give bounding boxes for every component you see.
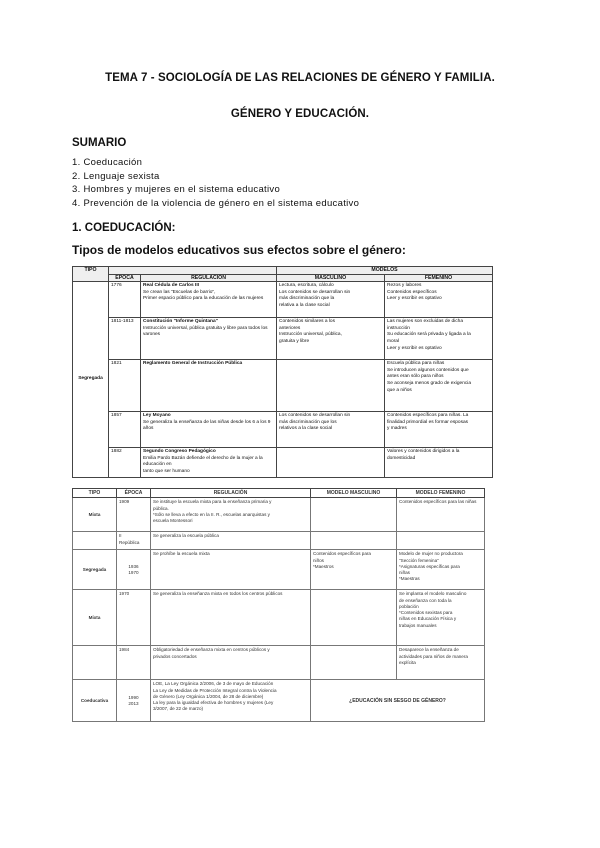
tipo-cell: Segregada [73, 550, 117, 590]
sumario-item: 3. Hombres y mujeres en el sistema educativo [72, 184, 281, 196]
sumario-heading: SUMARIO [72, 137, 127, 149]
femenino-cell [385, 282, 493, 318]
table-row [73, 498, 485, 532]
regulacion-cell [141, 282, 277, 318]
femenino-cell [385, 412, 493, 448]
modelo-femenino-cell [397, 550, 485, 590]
cell-text: más discriminación que la [279, 296, 335, 302]
modelo-femenino-cell [397, 646, 485, 680]
cell-text: Contenidos específicos [387, 289, 437, 295]
cell-text: pública. [153, 505, 169, 511]
header-modelo-femenino: MODELO FEMENINO [397, 489, 485, 498]
document-subtitle: GÉNERO Y EDUCACIÓN. [230, 108, 370, 120]
subsection-heading: Tipos de modelos educativos sus efectos sobre el género: [72, 243, 406, 257]
cell-text: relativa a la clase social [279, 302, 330, 308]
cell-text: Instrucción universal, pública gratuita y libre para todos los varones [143, 325, 268, 338]
epoca-cell: 1776 [109, 282, 141, 318]
cell-text: 1936 [128, 563, 139, 569]
cell-text: Su educación será privada y ligada a la [387, 332, 471, 338]
cell-text: escuela Montessori [153, 518, 193, 524]
cell-text: explícita [399, 659, 416, 665]
epoca-cell [117, 646, 151, 680]
cell-text: *Contenidos sexistas para [399, 610, 453, 616]
epoca-cell [117, 532, 151, 550]
regulacion-title: Reglamento General de Instrucción Pública [143, 361, 243, 367]
cell-text: y madres [387, 426, 407, 432]
header-epoca: ÉPOCA [109, 274, 141, 282]
regulacion-title: Real Cédula de Carlos III [143, 283, 199, 289]
masculino-cell [277, 282, 385, 318]
tipo-cell [73, 646, 117, 680]
regulacion-cell [141, 412, 277, 448]
cell-text: Contenidos específicos para niñas. La [387, 413, 469, 419]
header-modelos: MODELOS [277, 267, 493, 275]
modelo-femenino-cell [397, 532, 485, 550]
table-row [73, 532, 485, 550]
header-tipo: TIPO [73, 267, 109, 282]
header-regulacion: REGULACIÓN [141, 274, 277, 282]
modelo-masculino-cell [311, 532, 397, 550]
cell-text: finalidad primordial es formar esposas [387, 419, 469, 425]
cell-text: Las mujeres son excluidas de dicha [387, 319, 463, 325]
table-row [73, 360, 493, 412]
cell-text: Emilia Pardo Bazán defiende el derecho de la mujer a la educación en [143, 455, 263, 468]
cell-text: antes eran sólo para niños [387, 374, 444, 380]
modelo-femenino-cell [397, 498, 485, 532]
regulacion-cell [151, 646, 311, 680]
cell-text: *Maestros [313, 563, 334, 569]
modelo-femenino-cell [397, 590, 485, 646]
cell-text: Contenidos específicos para las niñas [399, 499, 477, 505]
header-epoca: ÉPOCA [117, 489, 151, 498]
header-regulacion: REGULACIÓN [151, 489, 311, 498]
regulacion-cell [151, 532, 311, 550]
models-table-historic [72, 266, 493, 478]
sumario-item: 1. Coeducación [72, 157, 143, 168]
cell-text: Se introducen algunos contenidos que [387, 367, 469, 373]
table-row [73, 550, 485, 590]
epoca-cell: 1821 [109, 360, 141, 412]
cell-text: Los contenidos se desarrollan sin [279, 413, 351, 419]
cell-text: República [119, 539, 140, 545]
cell-text: *Sólo se lleva a efecto en la II. R., escuelas anarquistas y [153, 511, 270, 517]
epoca-cell [117, 590, 151, 646]
cell-text: que a niños [387, 387, 412, 393]
cell-text: anteriores [279, 325, 301, 331]
cell-text: población [399, 603, 419, 609]
cell-text: Contenidos similares a los [279, 319, 335, 325]
femenino-cell [385, 360, 493, 412]
sumario-item: 2. Lenguaje sexista [72, 170, 160, 182]
cell-text: Contenidos específicos para [313, 551, 371, 557]
cell-text: II [119, 533, 122, 539]
cell-text: de Género (Ley Orgánica 1/2004, de 28 de diciembre) [153, 693, 264, 699]
cell-text: Se generaliza la enseñanza de las niñas desde los 6 a los 9 años [143, 419, 271, 432]
tipo-cell: Coeducativa [73, 680, 117, 722]
cell-text: tanto que ser humano [143, 468, 190, 474]
section-heading: 1. COEDUCACIÓN: [72, 222, 176, 234]
cell-text: *Asignaturas específicas para [399, 563, 460, 569]
modelo-masculino-cell [311, 498, 397, 532]
epoca-cell [117, 680, 151, 722]
cell-text: relativos a la clase social [279, 426, 333, 432]
cell-text: Escuela pública para niñas [387, 361, 445, 367]
table-row [73, 412, 493, 448]
cell-text: 2013 [128, 700, 139, 706]
cell-text: Rezos y labores [387, 283, 422, 289]
regulacion-cell [151, 590, 311, 646]
tipo-cell: Mixta [73, 590, 117, 646]
tipo-cell: Segregada [73, 282, 109, 478]
masculino-cell [277, 448, 385, 478]
cell-text: Desaparece la enseñanza de [399, 647, 459, 653]
cell-text: 1990 [128, 694, 139, 700]
modelo-masculino-cell [311, 550, 397, 590]
epoca-cell: 1811-1813 [109, 318, 141, 360]
tipo-cell: Mixta [73, 498, 117, 532]
header-tipo: TIPO [73, 489, 117, 498]
cell-text: Lectura, escritura, cálculo [279, 283, 334, 289]
cell-text: domesticidad [387, 455, 416, 461]
coeducation-question-cell: ¿EDUCACIÓN SIN SESGO DE GÉNERO? [311, 680, 485, 722]
cell-text: niñas [399, 570, 410, 576]
cell-text: 1970 [119, 591, 130, 597]
cell-text: *Maestras [399, 576, 420, 582]
cell-text: 1984 [119, 647, 130, 653]
modelo-masculino-cell [311, 590, 397, 646]
header-masculino: MASCULINO [277, 274, 385, 282]
cell-text: gratuita y libre [279, 338, 310, 344]
cell-text: La ley para la igualdad efectiva de hombres y mujeres (Ley [153, 700, 274, 706]
table-row [73, 590, 485, 646]
cell-text: trabajos manuales [399, 622, 437, 628]
cell-text: Se generaliza la enseñanza mixta en todos los centros públicos [153, 591, 283, 597]
cell-text: Los contenidos se desarrollan sin [279, 289, 351, 295]
cell-text: Modelo de mujer no productora [399, 551, 463, 557]
header-femenino: FEMENINO [385, 274, 493, 282]
cell-text: privados concertados [153, 653, 197, 659]
cell-text: niñas en Educación Física y [399, 616, 457, 622]
regulacion-cell [151, 680, 311, 722]
femenino-cell [385, 318, 493, 360]
cell-text: Se instituye la escuela mixta para la enseñanza primaria y [153, 499, 272, 505]
table-row [73, 680, 485, 722]
epoca-cell [117, 498, 151, 532]
cell-text: moral [387, 338, 399, 344]
cell-text: Leer y escribir es optativo [387, 296, 442, 302]
cell-text: "Sección femenina" [399, 557, 439, 563]
epoca-cell [117, 550, 151, 590]
models-table-modern [72, 488, 485, 722]
sumario-item: 4. Prevención de la violencia de género en el sistema educativo [72, 197, 360, 209]
cell-text: Se generaliza la escuela pública [153, 533, 219, 539]
cell-text: Se implanta el modelo masculino [399, 591, 467, 597]
cell-text: La Ley de Medidas de Protección Integral contra la Violencia [153, 687, 277, 693]
cell-text: instrucción [387, 325, 410, 331]
table-row [73, 646, 485, 680]
cell-text: Se crean las "Escuelas de barrio", [143, 289, 216, 295]
cell-text: LOE, La Ley Orgánica 2/2006, de 3 de mayo de Educación [153, 681, 274, 687]
cell-text: más discriminación que los [279, 419, 337, 425]
cell-text: Valores y contenidos dirigidos a la [387, 449, 460, 455]
cell-text: Primer espacio público para la educación de las mujeres [143, 296, 264, 302]
tipo-cell [73, 532, 117, 550]
masculino-cell [277, 318, 385, 360]
regulacion-cell [151, 550, 311, 590]
modelo-masculino-cell [311, 646, 397, 680]
table-row [73, 448, 493, 478]
regulacion-cell [141, 448, 277, 478]
cell-text: de enseñanza con toda la [399, 597, 452, 603]
regulacion-cell [141, 360, 277, 412]
regulacion-title: Constitución "Informe Quintana" [143, 319, 218, 325]
cell-text: niños [313, 557, 324, 563]
masculino-cell [277, 412, 385, 448]
cell-text: 1909 [119, 499, 130, 505]
regulacion-cell [141, 318, 277, 360]
header-modelo-masculino: MODELO MASCULINO [311, 489, 397, 498]
document-title: TEMA 7 - SOCIOLOGÍA DE LAS RELACIONES DE GÉNERO Y FAMILIA. [105, 72, 495, 84]
table-row [73, 282, 493, 318]
regulacion-title: Ley Moyano [143, 413, 171, 419]
cell-text: Obligatoriedad de enseñanza mixta en centros públicos y [153, 647, 270, 653]
masculino-cell [277, 360, 385, 412]
cell-text: 3/2007, de 22 de marzo) [153, 706, 204, 712]
epoca-cell: 1857 [109, 412, 141, 448]
cell-text: Leer y escribir es optativo [387, 345, 442, 351]
cell-text: 1970 [128, 569, 139, 575]
sumario-list [72, 156, 359, 210]
regulacion-title: Segundo Congreso Pedagógico [143, 449, 216, 455]
table-row [73, 318, 493, 360]
cell-text: Se aconseja menos grado de exigencia [387, 380, 472, 386]
regulacion-cell [151, 498, 311, 532]
cell-text: actividades para niños de manera [399, 653, 468, 659]
epoca-cell: 1882 [109, 448, 141, 478]
cell-text: Se prohíbe la escuela mixta [153, 551, 210, 557]
femenino-cell [385, 448, 493, 478]
cell-text: Instrucción universal, pública, [279, 332, 342, 338]
